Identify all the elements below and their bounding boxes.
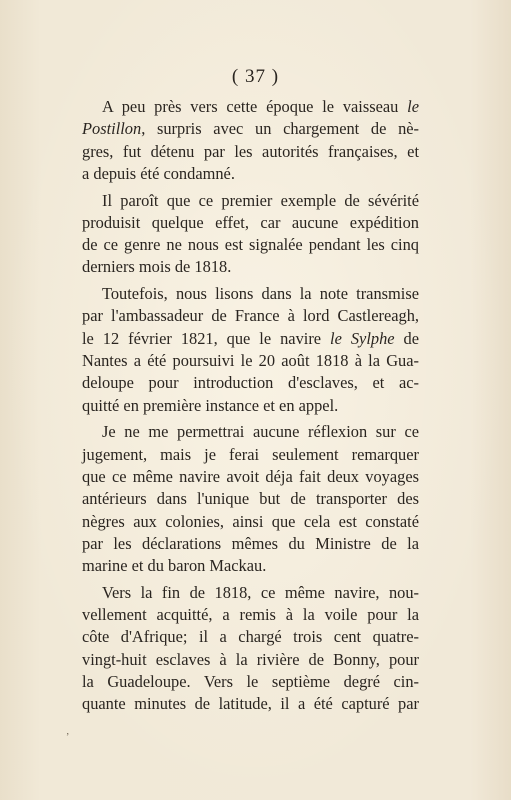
text-line	[82, 350, 419, 372]
text-run: marine et du baron Mackau.	[82, 556, 267, 576]
text-run: jugement, mais je ferai seulement remarquer	[82, 444, 419, 464]
text-line	[82, 533, 419, 555]
body-text	[82, 96, 419, 720]
text-run: Vers la fin de 1818, ce même navire, nou-	[102, 582, 419, 602]
text-line	[82, 256, 419, 278]
text-line	[82, 328, 419, 350]
text-line	[82, 234, 419, 256]
text-run: Il paroît que ce premier exemple de sévérité	[102, 190, 419, 210]
text-run: de ce genre ne nous est signalée pendant les cinq	[82, 235, 419, 255]
text-line	[82, 466, 419, 488]
text-run: de	[394, 328, 419, 348]
text-run: vellement acquitté, a remis à la voile pour la	[82, 605, 419, 625]
text-line	[82, 96, 419, 118]
text-run: produisit quelque effet, car aucune expédition	[82, 212, 419, 232]
text-run: derniers mois de 1818.	[82, 257, 232, 277]
text-run: quitté en première instance et en appel.	[82, 395, 339, 415]
text-line	[82, 626, 419, 648]
text-line	[82, 163, 419, 185]
text-run: antérieurs dans l'unique but de transporter des	[82, 489, 419, 509]
text-line	[82, 511, 419, 533]
italic-run: le	[407, 97, 419, 116]
text-run: vingt-huit esclaves à la rivière de Bonny, pour	[82, 649, 419, 669]
text-line	[82, 649, 419, 671]
text-line	[82, 372, 419, 394]
text-run: gres, fut détenu par les autorités françaises, et	[82, 141, 419, 161]
page-number: ( 37 )	[231, 66, 280, 87]
text-run: nègres aux colonies, ainsi que cela est constaté	[82, 511, 419, 531]
text-line	[82, 190, 419, 212]
text-line	[82, 555, 419, 577]
text-line	[82, 118, 419, 140]
text-line	[82, 582, 419, 604]
text-line	[82, 671, 419, 693]
text-run: par les déclarations mêmes du Ministre de la	[82, 533, 419, 553]
text-line	[82, 305, 419, 327]
text-run: A peu près vers cette époque le vaisseau	[102, 97, 408, 116]
text-run: a depuis été condamné.	[82, 163, 235, 183]
text-run: Toutefois, nous lisons dans la note transmise	[102, 284, 419, 304]
text-run: , surpris avec un chargement de nè-	[141, 119, 419, 139]
text-line	[82, 693, 419, 715]
paragraph	[82, 96, 419, 185]
text-line	[82, 395, 419, 417]
ink-speck: ʼ	[66, 732, 70, 743]
paragraph	[82, 283, 419, 417]
text-line	[82, 421, 419, 443]
text-run: la Guadeloupe. Vers le septième degré cin-	[82, 671, 419, 691]
italic-run: Postillon	[82, 119, 142, 139]
italic-run: le Sylphe	[330, 328, 395, 348]
text-line	[82, 212, 419, 234]
text-run: Je ne me permettrai aucune réflexion sur ce	[102, 422, 419, 442]
text-run: quante minutes de latitude, il a été capturé par	[82, 694, 419, 714]
text-run: le 12 février 1821, que le navire	[82, 328, 331, 348]
text-run: côte d'Afrique; il a chargé trois cent quatre-	[82, 627, 419, 647]
text-run: Nantes a été poursuivi le 20 août 1818 à la Gua-	[82, 351, 419, 371]
text-line	[82, 283, 419, 305]
paragraph	[82, 582, 419, 716]
text-run: que ce même navire avoit déja fait deux voyages	[82, 466, 419, 486]
text-run: par l'ambassadeur de France à lord Castlereagh,	[82, 306, 419, 326]
text-line	[82, 444, 419, 466]
text-line	[82, 488, 419, 510]
text-line	[82, 141, 419, 163]
paragraph	[82, 421, 419, 577]
paragraph	[82, 190, 419, 279]
text-line	[82, 604, 419, 626]
text-run: deloupe pour introduction d'esclaves, et ac-	[82, 373, 419, 393]
